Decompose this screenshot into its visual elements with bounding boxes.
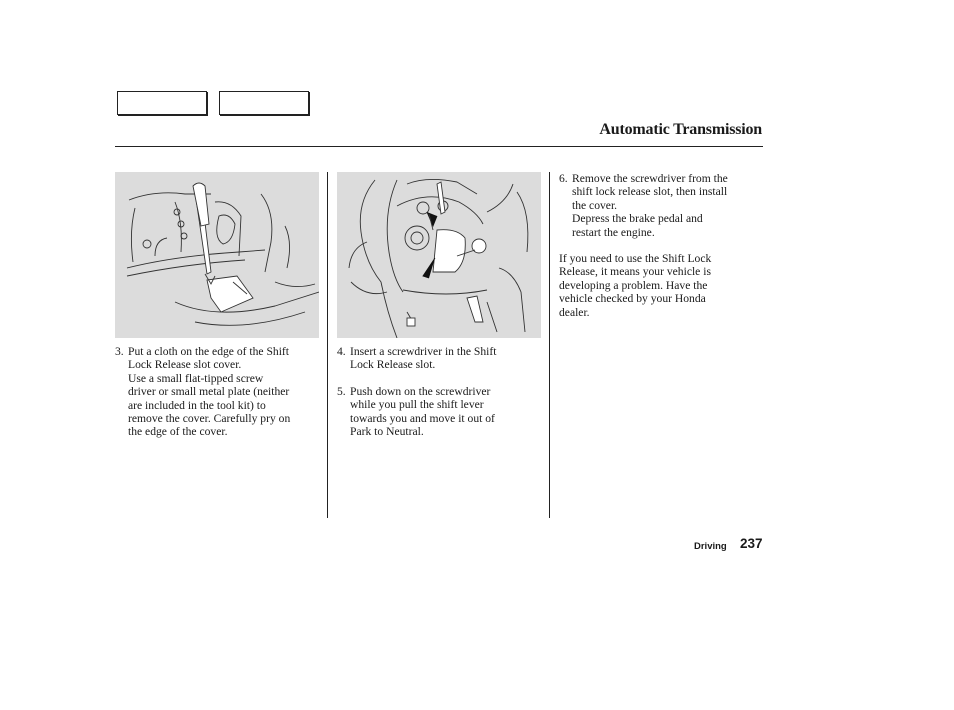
step-number: 4.: [337, 345, 346, 358]
step-number: 5.: [337, 385, 346, 398]
step-6: [559, 172, 763, 239]
step-line: Remove the screwdriver from the: [572, 172, 728, 185]
nav-button-2[interactable]: [219, 91, 309, 115]
step-line: Put a cloth on the edge of the Shift: [128, 345, 289, 358]
step-line: while you pull the shift lever: [350, 398, 484, 412]
page-title: Automatic Transmission: [599, 121, 762, 138]
step-line: Lock Release slot.: [350, 358, 436, 372]
step-4: [337, 345, 543, 372]
step-line: restart the engine.: [572, 225, 655, 239]
step-line: towards you and move it out of: [350, 411, 495, 425]
step-line: Park to Neutral.: [350, 425, 424, 439]
step-line: Push down on the screwdriver: [350, 385, 491, 398]
step-line: Insert a screwdriver in the Shift: [350, 345, 497, 358]
step-line: shift lock release slot, then install: [572, 185, 728, 199]
note-line: Release, it means your vehicle is: [559, 265, 711, 279]
footer-section-label: Driving: [694, 541, 727, 552]
step-3: [115, 345, 327, 439]
note-line: If you need to use the Shift Lock: [559, 252, 712, 265]
note-paragraph: [559, 252, 755, 319]
step-line: the edge of the cover.: [128, 425, 228, 439]
step-5: [337, 385, 543, 439]
nav-button-1[interactable]: [117, 91, 207, 115]
illustration-insert-screwdriver: [337, 172, 541, 338]
note-line: developing a problem. Have the: [559, 278, 708, 292]
step-line: Use a small flat-tipped screw: [128, 371, 264, 385]
step-line: the cover.: [572, 198, 618, 212]
step-line: Depress the brake pedal and: [572, 212, 703, 226]
step-number: 6.: [559, 172, 568, 185]
note-line: dealer.: [559, 305, 590, 319]
step-line: driver or small metal plate (neither: [128, 385, 290, 399]
column-divider-2: [549, 172, 550, 518]
step-number: 3.: [115, 345, 124, 358]
step-line: are included in the tool kit) to: [128, 398, 266, 412]
page-number: 237: [740, 536, 763, 551]
title-divider: [115, 146, 763, 147]
column-divider-1: [327, 172, 328, 518]
step-line: Lock Release slot cover.: [128, 358, 242, 372]
note-line: vehicle checked by your Honda: [559, 292, 706, 306]
illustration-pry-cover: [115, 172, 319, 338]
step-line: remove the cover. Carefully pry on: [128, 412, 291, 426]
